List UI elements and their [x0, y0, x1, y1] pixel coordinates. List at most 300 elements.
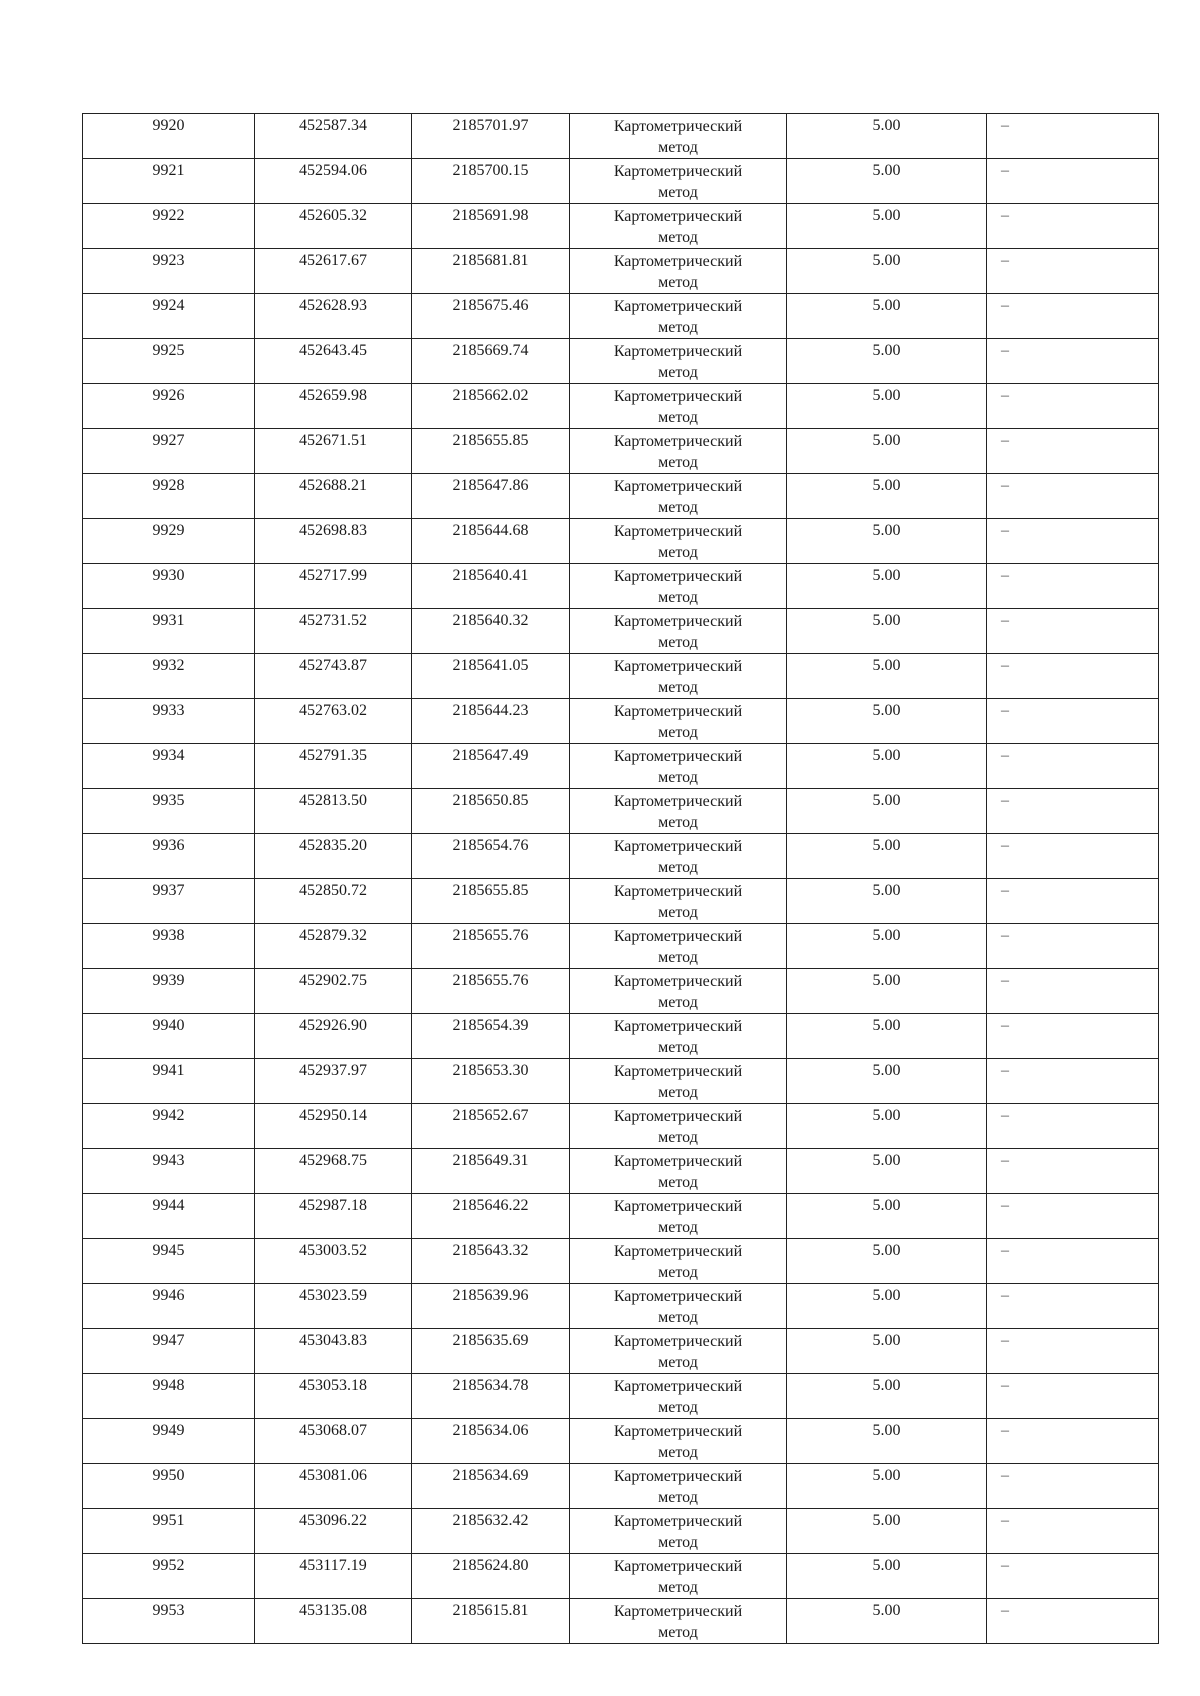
y-coordinate-value: 2185681.81 — [452, 252, 529, 269]
table-row — [83, 969, 1159, 1014]
method-line-2: метод — [658, 814, 698, 831]
note-value: – — [1001, 342, 1009, 359]
y-coordinate-value: 2185654.39 — [452, 1017, 529, 1034]
x-coordinate-value: 452879.32 — [299, 927, 367, 944]
accuracy-cell — [787, 879, 987, 924]
x-coordinate-value: 452587.34 — [299, 117, 367, 134]
method-cell — [570, 699, 787, 744]
note-cell — [987, 1464, 1159, 1509]
x-coordinate-value: 453068.07 — [299, 1422, 367, 1439]
point-number-cell — [83, 114, 255, 159]
method-line-1: Картометрический — [613, 1603, 743, 1620]
note-cell — [987, 1284, 1159, 1329]
point-number-value: 9928 — [152, 477, 185, 494]
y-coordinate-cell — [412, 1329, 570, 1374]
method-cell — [570, 654, 787, 699]
table-row — [83, 1284, 1159, 1329]
y-coordinate-value: 2185654.76 — [452, 837, 529, 854]
point-number-cell — [83, 159, 255, 204]
method-line-2: метод — [658, 454, 698, 471]
method-text — [570, 204, 786, 248]
point-number-cell — [83, 294, 255, 339]
method-cell — [570, 879, 787, 924]
point-number-value: 9943 — [152, 1152, 185, 1169]
point-number-value: 9920 — [152, 117, 185, 134]
y-coordinate-value: 2185652.67 — [452, 1107, 529, 1124]
method-line-1: Картометрический — [613, 883, 743, 900]
y-coordinate-cell — [412, 1509, 570, 1554]
method-text — [570, 1374, 786, 1418]
x-coordinate-cell — [255, 294, 412, 339]
method-line-2: метод — [658, 1489, 698, 1506]
y-coordinate-cell — [412, 1149, 570, 1194]
method-line-2: метод — [658, 679, 698, 696]
note-cell — [987, 1554, 1159, 1599]
point-number-cell — [83, 1374, 255, 1419]
accuracy-value: 5.00 — [872, 702, 901, 719]
point-number-cell — [83, 384, 255, 429]
table-row — [83, 1014, 1159, 1059]
note-cell — [987, 159, 1159, 204]
note-value: – — [1001, 1332, 1009, 1349]
x-coordinate-cell — [255, 339, 412, 384]
note-cell — [987, 294, 1159, 339]
method-line-2: метод — [658, 1174, 698, 1191]
x-coordinate-cell — [255, 249, 412, 294]
table-row — [83, 204, 1159, 249]
note-value: – — [1001, 1467, 1009, 1484]
y-coordinate-cell — [412, 834, 570, 879]
accuracy-cell — [787, 294, 987, 339]
y-coordinate-cell — [412, 1014, 570, 1059]
method-line-1: Картометрический — [613, 1108, 743, 1125]
y-coordinate-cell — [412, 744, 570, 789]
note-value: – — [1001, 1422, 1009, 1439]
method-cell — [570, 1374, 787, 1419]
x-coordinate-value: 453043.83 — [299, 1332, 367, 1349]
accuracy-cell — [787, 699, 987, 744]
point-number-value: 9938 — [152, 927, 185, 944]
note-value: – — [1001, 1197, 1009, 1214]
y-coordinate-value: 2185675.46 — [452, 297, 529, 314]
point-number-value: 9921 — [152, 162, 185, 179]
x-coordinate-cell — [255, 924, 412, 969]
method-line-2: метод — [658, 1624, 698, 1641]
method-line-2: метод — [658, 409, 698, 426]
note-value: – — [1001, 207, 1009, 224]
method-text — [570, 789, 786, 833]
note-cell — [987, 249, 1159, 294]
y-coordinate-cell — [412, 1194, 570, 1239]
y-coordinate-value: 2185655.85 — [452, 882, 529, 899]
table-row — [83, 1149, 1159, 1194]
accuracy-cell — [787, 114, 987, 159]
accuracy-cell — [787, 1599, 987, 1644]
point-number-cell — [83, 744, 255, 789]
method-cell — [570, 474, 787, 519]
point-number-value: 9934 — [152, 747, 185, 764]
point-number-value: 9940 — [152, 1017, 185, 1034]
x-coordinate-cell — [255, 1464, 412, 1509]
accuracy-value: 5.00 — [872, 522, 901, 539]
method-line-2: метод — [658, 1579, 698, 1596]
method-text — [570, 294, 786, 338]
accuracy-cell — [787, 249, 987, 294]
x-coordinate-cell — [255, 1329, 412, 1374]
y-coordinate-value: 2185635.69 — [452, 1332, 529, 1349]
method-line-1: Картометрический — [613, 388, 743, 405]
method-line-2: метод — [658, 1534, 698, 1551]
method-text — [570, 519, 786, 563]
method-cell — [570, 834, 787, 879]
method-text — [570, 924, 786, 968]
note-cell — [987, 1509, 1159, 1554]
x-coordinate-value: 452902.75 — [299, 972, 367, 989]
accuracy-value: 5.00 — [872, 882, 901, 899]
note-cell — [987, 834, 1159, 879]
y-coordinate-value: 2185640.32 — [452, 612, 529, 629]
point-number-value: 9930 — [152, 567, 185, 584]
method-line-1: Картометрический — [613, 1513, 743, 1530]
method-text — [570, 1059, 786, 1103]
x-coordinate-value: 452791.35 — [299, 747, 367, 764]
accuracy-value: 5.00 — [872, 792, 901, 809]
coordinates-table — [82, 113, 1159, 1644]
accuracy-value: 5.00 — [872, 162, 901, 179]
point-number-value: 9939 — [152, 972, 185, 989]
method-cell — [570, 519, 787, 564]
accuracy-cell — [787, 924, 987, 969]
method-text — [570, 384, 786, 428]
method-line-1: Картометрический — [613, 1063, 743, 1080]
y-coordinate-cell — [412, 1284, 570, 1329]
table-row — [83, 429, 1159, 474]
note-value: – — [1001, 252, 1009, 269]
note-value: – — [1001, 882, 1009, 899]
accuracy-cell — [787, 1059, 987, 1104]
accuracy-value: 5.00 — [872, 1287, 901, 1304]
method-cell — [570, 1014, 787, 1059]
y-coordinate-value: 2185647.49 — [452, 747, 529, 764]
method-line-1: Картометрический — [613, 1378, 743, 1395]
method-text — [570, 249, 786, 293]
method-line-1: Картометрический — [613, 1153, 743, 1170]
point-number-value: 9952 — [152, 1557, 185, 1574]
method-line-2: метод — [658, 1219, 698, 1236]
table-row — [83, 1419, 1159, 1464]
accuracy-cell — [787, 1419, 987, 1464]
point-number-cell — [83, 834, 255, 879]
x-coordinate-value: 453081.06 — [299, 1467, 367, 1484]
table-row — [83, 1059, 1159, 1104]
method-line-1: Картометрический — [613, 1468, 743, 1485]
point-number-value: 9932 — [152, 657, 185, 674]
table-row — [83, 744, 1159, 789]
table-row — [83, 159, 1159, 204]
accuracy-cell — [787, 744, 987, 789]
accuracy-cell — [787, 1509, 987, 1554]
accuracy-cell — [787, 474, 987, 519]
method-text — [570, 339, 786, 383]
x-coordinate-cell — [255, 969, 412, 1014]
table-row — [83, 1374, 1159, 1419]
method-cell — [570, 1059, 787, 1104]
note-cell — [987, 564, 1159, 609]
x-coordinate-cell — [255, 204, 412, 249]
x-coordinate-value: 453096.22 — [299, 1512, 367, 1529]
point-number-cell — [83, 969, 255, 1014]
accuracy-cell — [787, 1104, 987, 1149]
x-coordinate-value: 452763.02 — [299, 702, 367, 719]
y-coordinate-value: 2185646.22 — [452, 1197, 529, 1214]
x-coordinate-value: 452987.18 — [299, 1197, 367, 1214]
x-coordinate-value: 452937.97 — [299, 1062, 367, 1079]
method-cell — [570, 1554, 787, 1599]
point-number-value: 9933 — [152, 702, 185, 719]
y-coordinate-value: 2185653.30 — [452, 1062, 529, 1079]
x-coordinate-value: 452617.67 — [299, 252, 367, 269]
y-coordinate-cell — [412, 474, 570, 519]
accuracy-cell — [787, 1194, 987, 1239]
note-cell — [987, 384, 1159, 429]
method-line-1: Картометрический — [613, 118, 743, 135]
method-text — [570, 879, 786, 923]
method-line-2: метод — [658, 1444, 698, 1461]
note-value: – — [1001, 1377, 1009, 1394]
accuracy-value: 5.00 — [872, 1467, 901, 1484]
x-coordinate-cell — [255, 1104, 412, 1149]
x-coordinate-cell — [255, 834, 412, 879]
table-row — [83, 609, 1159, 654]
point-number-value: 9929 — [152, 522, 185, 539]
note-value: – — [1001, 117, 1009, 134]
point-number-cell — [83, 249, 255, 294]
note-value: – — [1001, 702, 1009, 719]
accuracy-value: 5.00 — [872, 342, 901, 359]
method-line-1: Картометрический — [613, 748, 743, 765]
method-text — [570, 1239, 786, 1283]
point-number-value: 9931 — [152, 612, 185, 629]
x-coordinate-value: 453135.08 — [299, 1602, 367, 1619]
accuracy-cell — [787, 1554, 987, 1599]
method-cell — [570, 429, 787, 474]
y-coordinate-value: 2185691.98 — [452, 207, 529, 224]
y-coordinate-cell — [412, 789, 570, 834]
method-line-1: Картометрический — [613, 298, 743, 315]
point-number-value: 9947 — [152, 1332, 185, 1349]
method-line-1: Картометрический — [613, 1333, 743, 1350]
y-coordinate-value: 2185643.32 — [452, 1242, 529, 1259]
x-coordinate-cell — [255, 384, 412, 429]
note-value: – — [1001, 567, 1009, 584]
note-value: – — [1001, 522, 1009, 539]
method-line-2: метод — [658, 274, 698, 291]
y-coordinate-value: 2185615.81 — [452, 1602, 529, 1619]
x-coordinate-cell — [255, 1599, 412, 1644]
note-cell — [987, 474, 1159, 519]
accuracy-value: 5.00 — [872, 1377, 901, 1394]
method-line-2: метод — [658, 724, 698, 741]
point-number-cell — [83, 1149, 255, 1194]
y-coordinate-value: 2185655.76 — [452, 927, 529, 944]
point-number-cell — [83, 1419, 255, 1464]
y-coordinate-cell — [412, 969, 570, 1014]
point-number-value: 9937 — [152, 882, 185, 899]
method-cell — [570, 1599, 787, 1644]
x-coordinate-cell — [255, 789, 412, 834]
method-line-1: Картометрический — [613, 433, 743, 450]
note-cell — [987, 1059, 1159, 1104]
method-cell — [570, 1239, 787, 1284]
point-number-value: 9950 — [152, 1467, 185, 1484]
y-coordinate-cell — [412, 1419, 570, 1464]
method-text — [570, 609, 786, 653]
y-coordinate-value: 2185624.80 — [452, 1557, 529, 1574]
y-coordinate-value: 2185649.31 — [452, 1152, 529, 1169]
note-value: – — [1001, 927, 1009, 944]
method-text — [570, 159, 786, 203]
y-coordinate-cell — [412, 384, 570, 429]
accuracy-value: 5.00 — [872, 1107, 901, 1124]
y-coordinate-cell — [412, 1554, 570, 1599]
accuracy-cell — [787, 519, 987, 564]
note-cell — [987, 519, 1159, 564]
y-coordinate-cell — [412, 1464, 570, 1509]
accuracy-value: 5.00 — [872, 1242, 901, 1259]
x-coordinate-cell — [255, 564, 412, 609]
method-text — [570, 1284, 786, 1328]
y-coordinate-value: 2185632.42 — [452, 1512, 529, 1529]
point-number-cell — [83, 699, 255, 744]
method-text — [570, 654, 786, 698]
point-number-cell — [83, 204, 255, 249]
method-text — [570, 1554, 786, 1598]
note-cell — [987, 879, 1159, 924]
y-coordinate-value: 2185669.74 — [452, 342, 529, 359]
accuracy-value: 5.00 — [872, 1197, 901, 1214]
method-text — [570, 834, 786, 878]
y-coordinate-cell — [412, 699, 570, 744]
table-row — [83, 1599, 1159, 1644]
accuracy-value: 5.00 — [872, 1557, 901, 1574]
note-cell — [987, 1104, 1159, 1149]
method-cell — [570, 114, 787, 159]
x-coordinate-cell — [255, 1239, 412, 1284]
point-number-value: 9923 — [152, 252, 185, 269]
method-line-1: Картометрический — [613, 343, 743, 360]
x-coordinate-value: 452926.90 — [299, 1017, 367, 1034]
note-value: – — [1001, 387, 1009, 404]
point-number-cell — [83, 1329, 255, 1374]
table-row — [83, 1329, 1159, 1374]
y-coordinate-value: 2185650.85 — [452, 792, 529, 809]
accuracy-cell — [787, 1149, 987, 1194]
method-line-2: метод — [658, 589, 698, 606]
note-cell — [987, 924, 1159, 969]
x-coordinate-value: 452688.21 — [299, 477, 367, 494]
note-value: – — [1001, 747, 1009, 764]
note-cell — [987, 744, 1159, 789]
table-row — [83, 1509, 1159, 1554]
x-coordinate-cell — [255, 654, 412, 699]
point-number-cell — [83, 1104, 255, 1149]
table-row — [83, 1194, 1159, 1239]
table-row — [83, 789, 1159, 834]
point-number-value: 9922 — [152, 207, 185, 224]
point-number-cell — [83, 654, 255, 699]
note-value: – — [1001, 477, 1009, 494]
accuracy-value: 5.00 — [872, 1152, 901, 1169]
point-number-value: 9948 — [152, 1377, 185, 1394]
note-value: – — [1001, 657, 1009, 674]
accuracy-value: 5.00 — [872, 252, 901, 269]
point-number-value: 9946 — [152, 1287, 185, 1304]
method-cell — [570, 744, 787, 789]
x-coordinate-cell — [255, 699, 412, 744]
accuracy-value: 5.00 — [872, 207, 901, 224]
method-cell — [570, 1419, 787, 1464]
y-coordinate-cell — [412, 249, 570, 294]
note-cell — [987, 1599, 1159, 1644]
x-coordinate-cell — [255, 1419, 412, 1464]
y-coordinate-value: 2185641.05 — [452, 657, 529, 674]
accuracy-value: 5.00 — [872, 117, 901, 134]
method-text — [570, 1149, 786, 1193]
accuracy-value: 5.00 — [872, 612, 901, 629]
y-coordinate-cell — [412, 159, 570, 204]
method-line-2: метод — [658, 1309, 698, 1326]
x-coordinate-value: 453053.18 — [299, 1377, 367, 1394]
point-number-cell — [83, 1554, 255, 1599]
x-coordinate-value: 452698.83 — [299, 522, 367, 539]
method-text — [570, 1464, 786, 1508]
x-coordinate-cell — [255, 1374, 412, 1419]
note-value: – — [1001, 1107, 1009, 1124]
method-cell — [570, 339, 787, 384]
point-number-cell — [83, 519, 255, 564]
method-line-2: метод — [658, 769, 698, 786]
note-value: – — [1001, 297, 1009, 314]
table-row — [83, 1554, 1159, 1599]
method-line-1: Картометрический — [613, 568, 743, 585]
table-row — [83, 924, 1159, 969]
point-number-cell — [83, 339, 255, 384]
accuracy-value: 5.00 — [872, 972, 901, 989]
method-line-1: Картометрический — [613, 1198, 743, 1215]
method-cell — [570, 1509, 787, 1554]
note-cell — [987, 654, 1159, 699]
x-coordinate-cell — [255, 429, 412, 474]
method-line-1: Картометрический — [613, 523, 743, 540]
accuracy-value: 5.00 — [872, 567, 901, 584]
point-number-value: 9925 — [152, 342, 185, 359]
note-cell — [987, 1239, 1159, 1284]
point-number-cell — [83, 1464, 255, 1509]
point-number-cell — [83, 1239, 255, 1284]
table-row — [83, 294, 1159, 339]
table-row — [83, 474, 1159, 519]
method-text — [570, 1329, 786, 1373]
note-value: – — [1001, 1512, 1009, 1529]
y-coordinate-value: 2185634.06 — [452, 1422, 529, 1439]
point-number-cell — [83, 1014, 255, 1059]
y-coordinate-cell — [412, 204, 570, 249]
accuracy-cell — [787, 1374, 987, 1419]
method-cell — [570, 249, 787, 294]
point-number-cell — [83, 924, 255, 969]
note-cell — [987, 339, 1159, 384]
method-text — [570, 1014, 786, 1058]
